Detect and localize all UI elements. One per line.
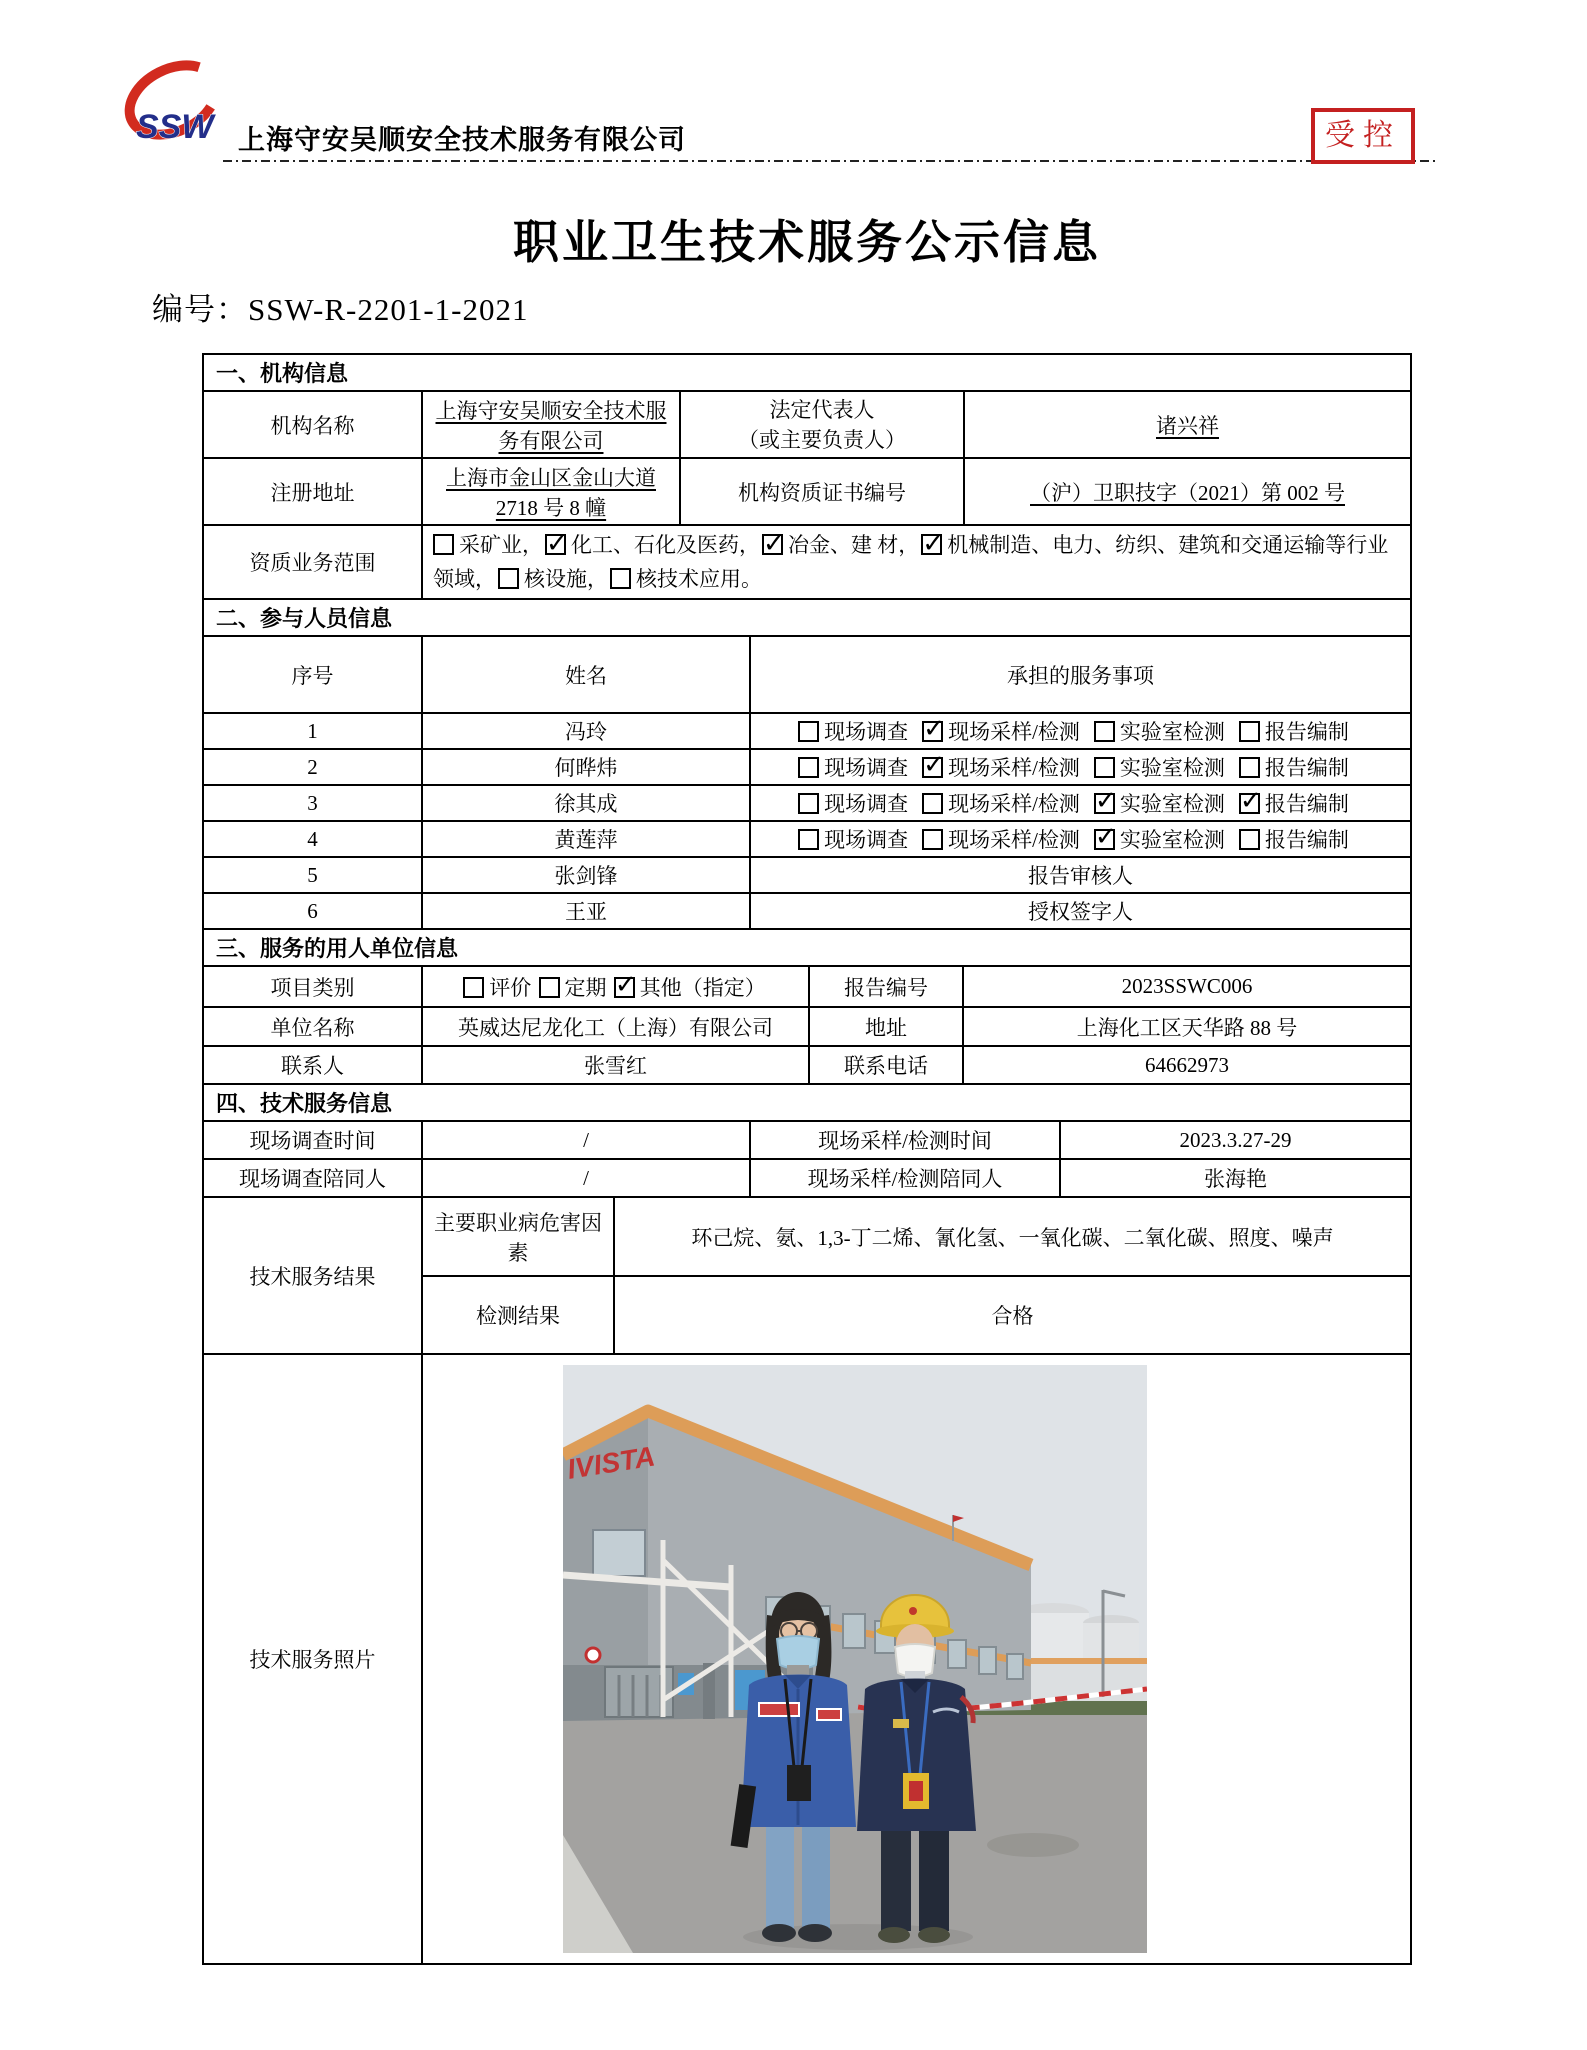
cert-no-value: （沪）卫职技字（2021）第 002 号	[964, 458, 1411, 525]
survey-time-value: /	[422, 1121, 750, 1159]
project-type-label: 项目类别	[203, 966, 422, 1007]
person-no: 4	[203, 821, 422, 857]
unit-address-label: 地址	[809, 1007, 963, 1046]
jeans	[766, 1827, 794, 1929]
pants	[881, 1831, 911, 1931]
table-row	[203, 749, 1411, 785]
reg-address-label: 注册地址	[203, 458, 422, 525]
sample-time-label: 现场采样/检测时间	[750, 1121, 1060, 1159]
table-row	[203, 785, 1411, 821]
checkbox-empty-icon	[433, 534, 454, 555]
checkbox-empty-icon	[798, 793, 819, 814]
person-no: 5	[203, 857, 422, 893]
person-services: 现场调查 ✓ 现场采样/检测 实验室检测 报告编制	[750, 749, 1411, 785]
checkbox-empty-icon	[1239, 829, 1260, 850]
checkbox-empty-icon	[798, 757, 819, 778]
contact-value: 张雪红	[422, 1046, 809, 1084]
checkbox-checked-icon	[1094, 793, 1115, 814]
reg-address-value: 上海市金山区金山大道 2718 号 8 幢	[422, 458, 680, 525]
section-service-info	[202, 1083, 1412, 1198]
result-label: 技术服务结果	[203, 1197, 422, 1354]
col-header-service: 承担的服务事项	[750, 636, 1411, 713]
person-services: 现场调查 ✓ 现场采样/检测 实验室检测 报告编制	[750, 713, 1411, 749]
person-no: 6	[203, 893, 422, 929]
photo-label: 技术服务照片	[203, 1354, 422, 1964]
window	[979, 1647, 996, 1674]
jacket-patch	[759, 1703, 799, 1716]
person-name: 王亚	[422, 893, 750, 929]
table-row	[203, 857, 1411, 893]
survey-escort-value: /	[422, 1159, 750, 1197]
legal-rep-label	[680, 391, 964, 458]
report-no-value: 2023SSWC006	[963, 966, 1411, 1007]
survey-time-label: 现场调查时间	[203, 1121, 422, 1159]
unit-name-label: 单位名称	[203, 1007, 422, 1046]
person-no: 3	[203, 785, 422, 821]
survey-escort-label: 现场调查陪同人	[203, 1159, 422, 1197]
checkbox-empty-icon	[1094, 721, 1115, 742]
hazard-label: 主要职业病危害因素	[422, 1197, 614, 1276]
section2-heading: 二、参与人员信息	[203, 599, 1411, 636]
table-row	[203, 713, 1411, 749]
col-header-name: 姓名	[422, 636, 750, 713]
unit-name-value: 英威达尼龙化工（上海）有限公司	[422, 1007, 809, 1046]
page-title: 职业卫生技术服务公示信息	[513, 217, 1101, 268]
checkbox-empty-icon	[498, 568, 519, 589]
person-name: 何晔炜	[422, 749, 750, 785]
person-name: 冯玲	[422, 713, 750, 749]
person-role: 授权签字人	[750, 893, 1411, 929]
company-name: 上海守安吴顺安全技术服务有限公司	[238, 125, 686, 155]
scope-label: 资质业务范围	[203, 525, 422, 599]
company-logo	[110, 60, 236, 148]
checkbox-checked-icon	[1094, 829, 1115, 850]
window	[593, 1530, 645, 1576]
shoe	[878, 1927, 910, 1943]
prohibition-sign	[586, 1648, 600, 1662]
detect-result-value: 合格	[614, 1276, 1411, 1354]
legal-rep-label-line2: （或主要负责人）	[738, 427, 906, 452]
checkbox-empty-icon	[539, 977, 560, 998]
logo-ssw-text: SSW	[136, 108, 214, 146]
table-row	[203, 821, 1411, 857]
checkbox-empty-icon	[1094, 757, 1115, 778]
unit-address-value: 上海化工区天华路 88 号	[963, 1007, 1411, 1046]
section-personnel	[202, 598, 1412, 930]
checkbox-empty-icon	[798, 829, 819, 850]
detect-result-label: 检测结果	[422, 1276, 614, 1354]
face-mask	[777, 1636, 819, 1669]
contact-label: 联系人	[203, 1046, 422, 1084]
table-row	[203, 893, 1411, 929]
checkbox-checked-icon	[1239, 793, 1260, 814]
section4-heading: 四、技术服务信息	[203, 1084, 1411, 1121]
legal-rep-label-line1: 法定代表人	[769, 397, 875, 422]
window	[948, 1640, 966, 1668]
person-role: 报告审核人	[750, 857, 1411, 893]
checkbox-empty-icon	[922, 793, 943, 814]
shoe	[762, 1924, 796, 1942]
legal-rep-value: 诸兴祥	[964, 391, 1411, 458]
info-table	[202, 353, 1412, 1965]
sample-time-value: 2023.3.27-29	[1060, 1121, 1411, 1159]
service-photo	[563, 1365, 1147, 1953]
org-name-value: 上海守安吴顺安全技术服务有限公司	[422, 391, 680, 458]
person-no: 1	[203, 713, 422, 749]
section1-heading: 一、机构信息	[203, 354, 1411, 391]
checkbox-checked-icon	[922, 721, 943, 742]
checkbox-empty-icon	[610, 568, 631, 589]
section3-heading: 三、服务的用人单位信息	[203, 929, 1411, 966]
checkbox-checked-icon	[614, 977, 635, 998]
cert-no-label: 机构资质证书编号	[680, 458, 964, 525]
person-no: 2	[203, 749, 422, 785]
checkbox-checked-icon	[545, 534, 566, 555]
col-header-no: 序号	[203, 636, 422, 713]
section-service-result	[202, 1196, 1412, 1355]
document-number: 编号：SSW-R-2201-1-2021	[152, 292, 529, 327]
phone-value: 64662973	[963, 1046, 1411, 1084]
section-client-info	[202, 928, 1412, 1085]
checkbox-empty-icon	[463, 977, 484, 998]
window	[843, 1614, 865, 1648]
phone-label: 联系电话	[809, 1046, 963, 1084]
org-name-label: 机构名称	[203, 391, 422, 458]
checkbox-empty-icon	[798, 721, 819, 742]
service-photo-illustration	[563, 1365, 1147, 1953]
sample-escort-label: 现场采样/检测陪同人	[750, 1159, 1060, 1197]
sample-escort-value: 张海艳	[1060, 1159, 1411, 1197]
checkbox-checked-icon	[921, 534, 942, 555]
scope-value: 采矿业， ✓ 化工、石化及医药， ✓ 冶金、建 材， ✓ 机械制造、电力、纺织、建筑和交通运输等行业领域， 核设施， 核技术应用。	[422, 525, 1411, 599]
header-divider	[223, 160, 1437, 162]
report-no-label: 报告编号	[809, 966, 963, 1007]
person-name: 徐其成	[422, 785, 750, 821]
checkbox-empty-icon	[1239, 721, 1260, 742]
person-name: 黄莲萍	[422, 821, 750, 857]
checkbox-checked-icon	[762, 534, 783, 555]
badge	[787, 1765, 811, 1801]
project-type-value: 评价 定期 ✓其他（指定）	[422, 966, 809, 1007]
person-services: 现场调查 现场采样/检测 ✓ 实验室检测 ✓ 报告编制	[750, 785, 1411, 821]
hazard-value: 环己烷、氨、1,3-丁二烯、氰化氢、一氧化碳、二氧化碳、照度、噪声	[614, 1197, 1411, 1276]
section-org-info	[202, 353, 1412, 600]
person-name: 张剑锋	[422, 857, 750, 893]
checkbox-empty-icon	[1239, 757, 1260, 778]
checkbox-empty-icon	[922, 829, 943, 850]
section-service-photo	[202, 1353, 1412, 1965]
person-services: 现场调查 现场采样/检测 ✓ 实验室检测 报告编制	[750, 821, 1411, 857]
jacket-patch	[817, 1709, 841, 1720]
checkbox-checked-icon	[922, 757, 943, 778]
building-sign-text: IVISTA	[565, 1440, 658, 1485]
window	[1007, 1654, 1023, 1679]
controlled-stamp: 受控	[1311, 108, 1415, 164]
